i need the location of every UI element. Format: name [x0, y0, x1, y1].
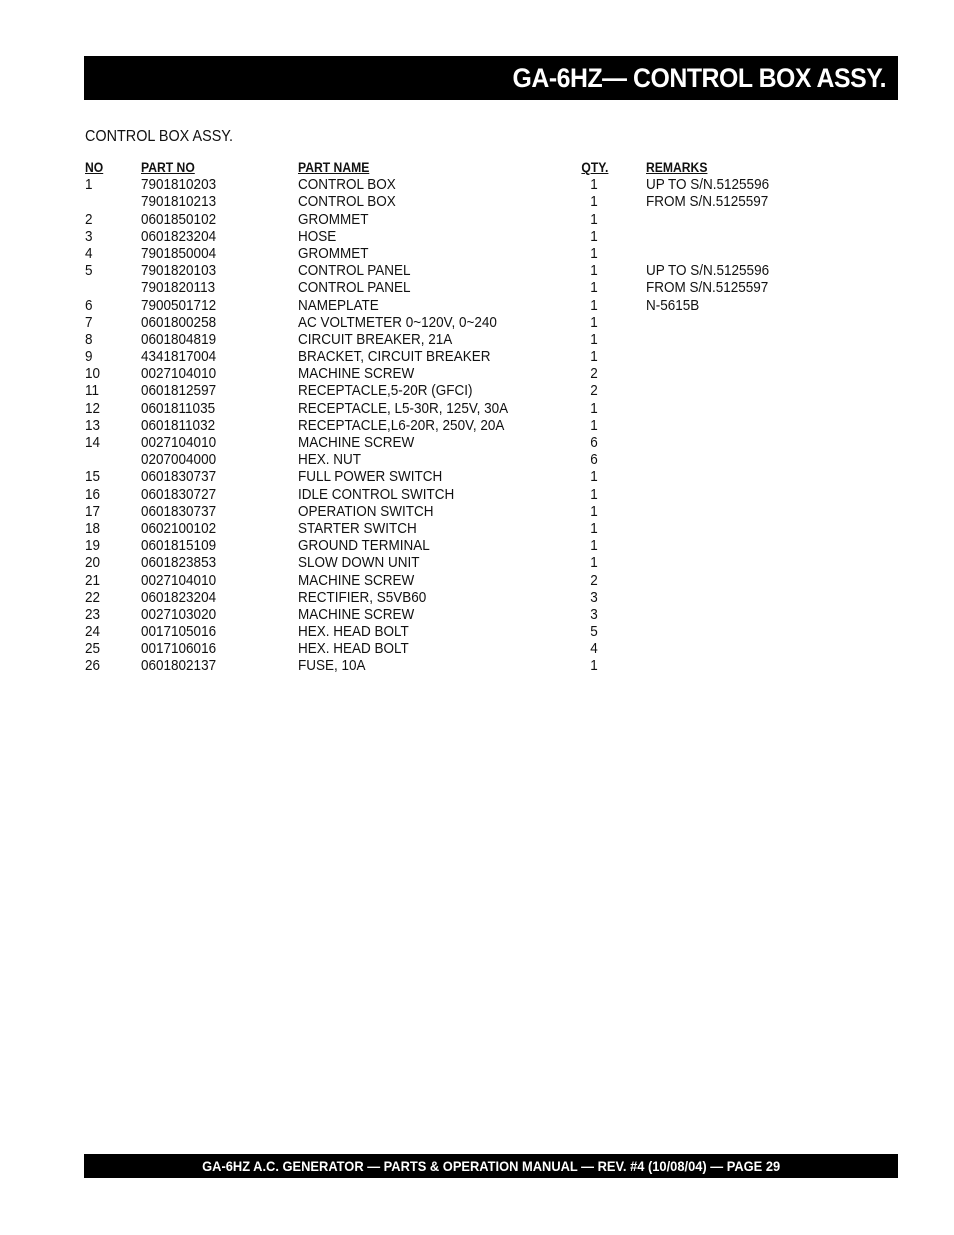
- table-row: [85, 365, 845, 382]
- cell-part-name: CIRCUIT BREAKER, 21A: [298, 330, 453, 348]
- cell-no: 1: [85, 176, 93, 194]
- cell-part-name: BRACKET, CIRCUIT BREAKER: [298, 348, 491, 366]
- cell-part-no: 0602100102: [141, 519, 217, 537]
- cell-part-no: 0601800258: [141, 313, 217, 331]
- cell-part-name: MACHINE SCREW: [298, 434, 415, 451]
- table-row: [85, 503, 845, 520]
- cell-no: 18: [85, 519, 101, 537]
- table-row: [85, 468, 845, 485]
- table-row: [85, 537, 845, 554]
- column-header-part-no: PART NO: [141, 160, 195, 175]
- cell-part-name: GROMMET: [298, 244, 369, 262]
- cell-qty: 1: [590, 537, 598, 555]
- cell-part-name: STARTER SWITCH: [298, 519, 417, 537]
- cell-part-no: 0601802137: [141, 657, 217, 675]
- table-row: [85, 331, 845, 348]
- cell-no: 17: [85, 502, 101, 520]
- cell-no: 2: [85, 210, 93, 228]
- column-header-no: NO: [85, 160, 104, 175]
- cell-no: 11: [85, 382, 100, 400]
- cell-qty: 5: [590, 623, 598, 641]
- table-row: [85, 606, 845, 623]
- cell-part-no: 0601823204: [141, 588, 217, 606]
- table-row: [85, 640, 845, 657]
- table-row: [85, 417, 845, 434]
- cell-part-name: RECTIFIER, S5VB60: [298, 588, 427, 606]
- cell-part-no: 0207004000: [141, 451, 217, 469]
- footer-bar: [84, 1154, 898, 1178]
- cell-qty: 1: [590, 262, 598, 280]
- cell-qty: 2: [590, 365, 598, 383]
- cell-part-name: NAMEPLATE: [298, 296, 379, 314]
- table-row: [85, 279, 845, 296]
- table-row: [85, 589, 845, 606]
- cell-part-no: 0601830737: [141, 468, 217, 486]
- table-row: [85, 193, 845, 210]
- cell-qty: 1: [590, 313, 598, 331]
- cell-part-name: FUSE, 10A: [298, 657, 366, 675]
- section-title: CONTROL BOX ASSY.: [85, 128, 234, 145]
- cell-part-name: HEX. HEAD BOLT: [298, 640, 409, 658]
- cell-qty: 6: [590, 434, 598, 451]
- cell-no: 16: [85, 485, 101, 503]
- cell-remarks: UP TO S/N.5125596: [646, 262, 770, 280]
- cell-remarks: FROM S/N.5125597: [646, 279, 769, 297]
- cell-part-no: 0601815109: [141, 537, 217, 555]
- table-row: [85, 176, 845, 193]
- table-row: [85, 657, 845, 674]
- cell-part-name: CONTROL PANEL: [298, 279, 411, 297]
- cell-no: 6: [85, 296, 93, 314]
- cell-qty: 1: [590, 485, 598, 503]
- cell-part-no: 4341817004: [141, 348, 217, 366]
- column-header-part-name: PART NAME: [298, 160, 370, 175]
- cell-no: 15: [85, 468, 101, 486]
- table-row: [85, 520, 845, 537]
- cell-part-no: 0027104010: [141, 434, 217, 451]
- cell-part-name: MACHINE SCREW: [298, 365, 415, 383]
- cell-part-name: RECEPTACLE, L5-30R, 125V, 30A: [298, 399, 509, 417]
- cell-part-no: 0601811035: [141, 399, 216, 417]
- cell-part-no: 0601823204: [141, 227, 217, 245]
- cell-part-name: RECEPTACLE,L6-20R, 250V, 20A: [298, 416, 505, 434]
- cell-part-no: 7901850004: [141, 244, 217, 262]
- cell-qty: 1: [590, 279, 598, 297]
- cell-qty: 1: [590, 416, 598, 434]
- cell-part-name: CONTROL BOX: [298, 176, 396, 194]
- parts-table: [85, 159, 845, 675]
- cell-qty: 1: [590, 399, 598, 417]
- cell-qty: 1: [590, 519, 598, 537]
- cell-part-no: 0601830737: [141, 502, 217, 520]
- cell-qty: 3: [590, 605, 598, 623]
- cell-no: 25: [85, 640, 101, 658]
- cell-no: 3: [85, 227, 93, 245]
- cell-part-no: 0027104010: [141, 571, 217, 589]
- cell-qty: 1: [590, 210, 598, 228]
- cell-qty: 1: [590, 468, 598, 486]
- table-row: [85, 486, 845, 503]
- cell-part-name: HEX. HEAD BOLT: [298, 623, 409, 641]
- cell-no: 22: [85, 588, 101, 606]
- cell-remarks: FROM S/N.5125597: [646, 193, 769, 211]
- cell-qty: 1: [590, 554, 598, 572]
- cell-qty: 1: [590, 193, 598, 211]
- cell-qty: 6: [590, 451, 598, 469]
- cell-part-no: 0027103020: [141, 605, 217, 623]
- cell-no: 7: [85, 313, 93, 331]
- table-row: [85, 314, 845, 331]
- cell-no: 24: [85, 623, 101, 641]
- table-row: [85, 245, 845, 262]
- cell-no: 23: [85, 605, 101, 623]
- cell-qty: 2: [590, 571, 598, 589]
- cell-part-name: AC VOLTMETER 0~120V, 0~240: [298, 313, 497, 331]
- cell-part-no: 0601823853: [141, 554, 217, 572]
- table-header-row: [85, 159, 845, 176]
- cell-part-name: IDLE CONTROL SWITCH: [298, 485, 455, 503]
- cell-part-no: 7901810203: [141, 176, 217, 194]
- cell-qty: 1: [590, 657, 598, 675]
- cell-no: 13: [85, 416, 101, 434]
- cell-part-name: RECEPTACLE,5-20R (GFCI): [298, 382, 473, 400]
- cell-qty: 1: [590, 502, 598, 520]
- cell-part-name: CONTROL BOX: [298, 193, 396, 211]
- cell-part-no: 0601804819: [141, 330, 217, 348]
- table-row: [85, 297, 845, 314]
- page-title-bar: [84, 56, 898, 100]
- cell-remarks: UP TO S/N.5125596: [646, 176, 770, 194]
- cell-qty: 4: [590, 640, 598, 658]
- cell-qty: 1: [590, 296, 598, 314]
- cell-no: 14: [85, 434, 101, 451]
- table-row: [85, 228, 845, 245]
- cell-part-no: 0601850102: [141, 210, 217, 228]
- cell-remarks: N-5615B: [646, 296, 700, 314]
- cell-qty: 1: [590, 227, 598, 245]
- cell-part-name: MACHINE SCREW: [298, 605, 415, 623]
- cell-part-no: 7901820103: [141, 262, 217, 280]
- cell-no: 19: [85, 537, 101, 555]
- cell-no: 20: [85, 554, 101, 572]
- cell-part-name: FULL POWER SWITCH: [298, 468, 443, 486]
- cell-part-name: SLOW DOWN UNIT: [298, 554, 420, 572]
- table-row: [85, 451, 845, 468]
- cell-part-no: 7900501712: [141, 296, 217, 314]
- cell-part-no: 7901810213: [141, 193, 217, 211]
- cell-part-name: GROMMET: [298, 210, 369, 228]
- table-body: [85, 176, 845, 674]
- cell-qty: 3: [590, 588, 598, 606]
- cell-part-name: MACHINE SCREW: [298, 571, 415, 589]
- cell-part-no: 0027104010: [141, 365, 217, 383]
- cell-no: 9: [85, 348, 93, 366]
- cell-part-no: 7901820113: [141, 279, 216, 297]
- cell-qty: 1: [590, 348, 598, 366]
- cell-part-name: HEX. NUT: [298, 451, 362, 469]
- table-row: [85, 554, 845, 571]
- cell-part-name: CONTROL PANEL: [298, 262, 411, 280]
- cell-part-no: 0601812597: [141, 382, 217, 400]
- cell-part-name: OPERATION SWITCH: [298, 502, 434, 520]
- column-header-remarks: REMARKS: [646, 160, 708, 175]
- table-row: [85, 382, 845, 399]
- table-row: [85, 623, 845, 640]
- cell-part-name: HOSE: [298, 227, 337, 245]
- cell-no: 21: [85, 571, 101, 589]
- page-title: GA-6HZ— CONTROL BOX ASSY.: [512, 62, 886, 93]
- cell-no: 12: [85, 399, 101, 417]
- table-row: [85, 434, 845, 451]
- table-row: [85, 211, 845, 228]
- cell-qty: 2: [590, 382, 598, 400]
- table-row: [85, 400, 845, 417]
- cell-no: 26: [85, 657, 101, 675]
- cell-part-name: GROUND TERMINAL: [298, 537, 430, 555]
- cell-part-no: 0601830727: [141, 485, 217, 503]
- cell-part-no: 0601811032: [141, 416, 216, 434]
- cell-no: 4: [85, 244, 93, 262]
- cell-no: 10: [85, 365, 101, 383]
- cell-qty: 1: [590, 176, 598, 194]
- cell-no: 8: [85, 330, 93, 348]
- table-row: [85, 348, 845, 365]
- table-row: [85, 572, 845, 589]
- cell-qty: 1: [590, 330, 598, 348]
- column-header-qty: QTY.: [581, 160, 609, 175]
- cell-qty: 1: [590, 244, 598, 262]
- table-row: [85, 262, 845, 279]
- footer-text: GA-6HZ A.C. GENERATOR — PARTS & OPERATION MANUAL — REV. #4 (10/08/04) — PAGE 29: [201, 1158, 781, 1174]
- cell-part-no: 0017106016: [141, 640, 217, 658]
- cell-part-no: 0017105016: [141, 623, 217, 641]
- cell-no: 5: [85, 262, 93, 280]
